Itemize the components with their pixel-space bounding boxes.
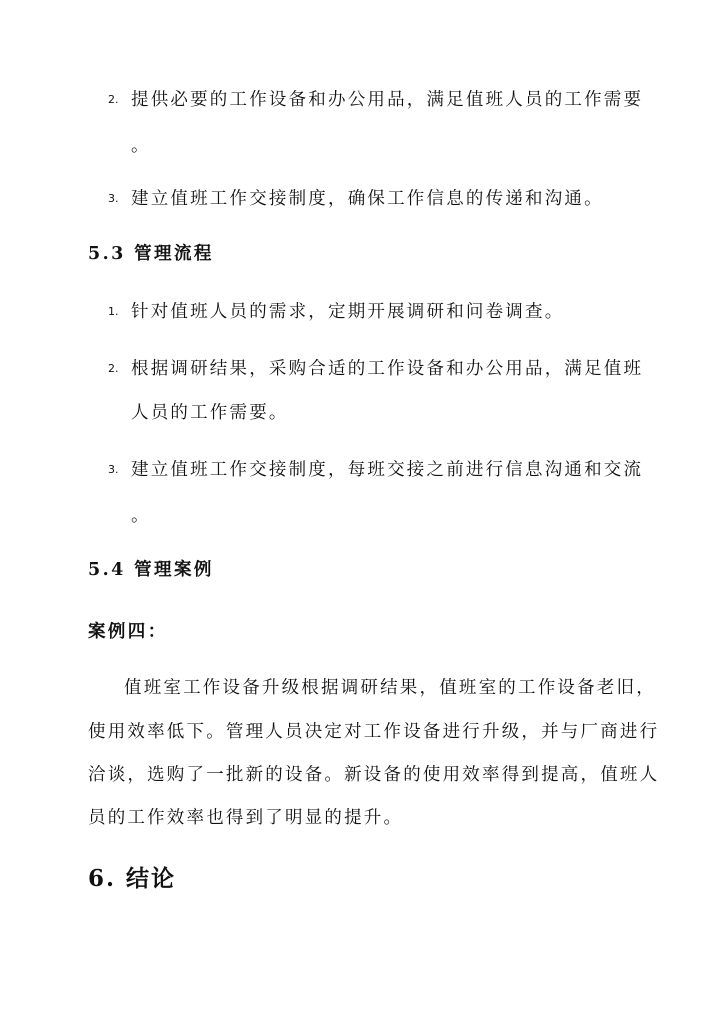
list-item-text-continued: 。 <box>131 506 151 526</box>
section-heading-6: 6. 结论 <box>88 865 177 892</box>
list-item-text: 建立值班工作交接制度，确保工作信息的传递和沟通。 <box>131 189 604 209</box>
paragraph-line: 值班室工作设备升级根据调研结果，值班室的工作设备老旧， <box>124 678 656 698</box>
list-number: 1. <box>108 305 119 318</box>
list-item-text: 根据调研结果，采购合适的工作设备和办公用品，满足值班 <box>131 359 644 379</box>
paragraph-line: 员的工作效率也得到了明显的提升。 <box>88 808 404 828</box>
list-number: 3. <box>108 192 119 205</box>
list-number: 2. <box>108 362 119 375</box>
list-item-text-continued: 。 <box>131 136 151 156</box>
paragraph-line: 洽谈，选购了一批新的设备。新设备的使用效率得到提高，值班人 <box>88 765 660 785</box>
paragraph-line: 使用效率低下。管理人员决定对工作设备进行升级，并与厂商进行 <box>88 722 660 742</box>
section-heading-5-3: 5.3 管理流程 <box>88 244 214 264</box>
list-item-text: 针对值班人员的需求，定期开展调研和问卷调查。 <box>131 302 565 322</box>
list-number: 3. <box>108 463 119 476</box>
list-item-text: 建立值班工作交接制度，每班交接之前进行信息沟通和交流 <box>131 460 644 480</box>
section-heading-5-4: 5.4 管理案例 <box>88 560 214 580</box>
list-number: 2. <box>108 93 119 106</box>
list-item-text: 提供必要的工作设备和办公用品，满足值班人员的工作需要 <box>131 90 644 110</box>
list-item-text-continued: 人员的工作需要。 <box>131 403 289 423</box>
case-title: 案例四： <box>88 622 168 642</box>
